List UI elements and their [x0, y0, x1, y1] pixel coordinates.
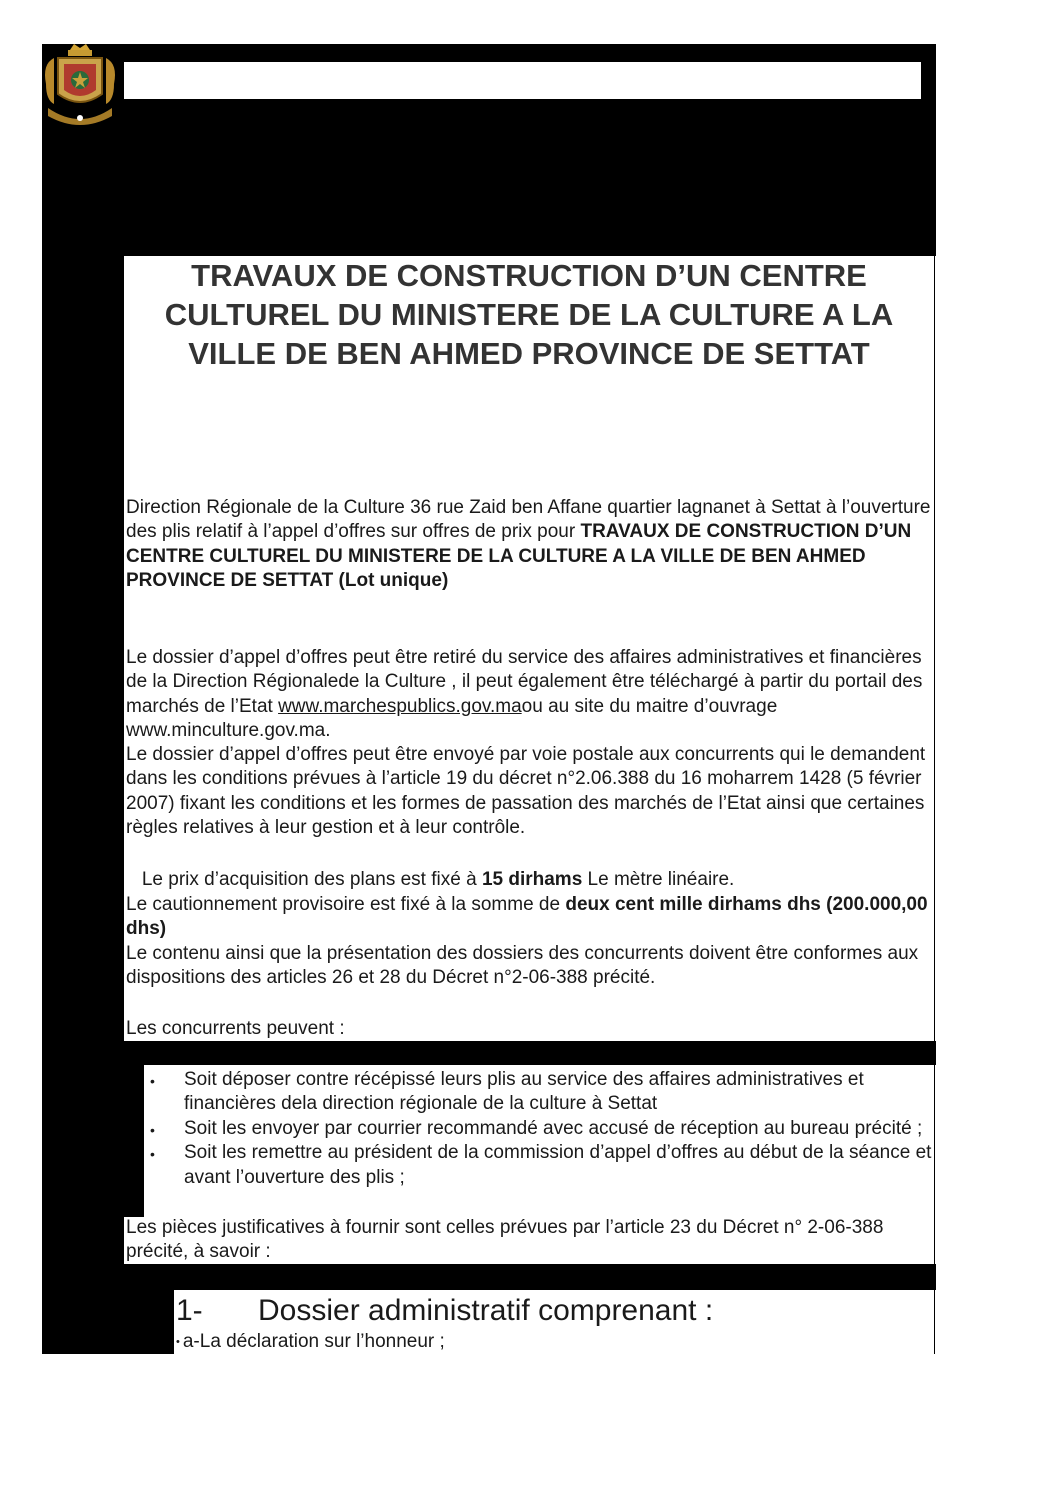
section-number: 1- — [176, 1294, 203, 1327]
redaction-band-2 — [124, 1264, 936, 1290]
section-label: Dossier administratif comprenant : — [258, 1294, 714, 1327]
caution-paragraph — [126, 893, 934, 942]
option-text: Soit déposer contre récépissé leurs plis au service des affaires administratives et financières dela direction régionale de la culture à Settat — [184, 1069, 864, 1115]
dossier-item-text: a-La déclaration sur l’honneur ; — [182, 1331, 445, 1353]
dossier-item — [176, 1330, 445, 1354]
pieces-paragraph: Les pièces justificatives à fournir sont celles prévues par l’article 23 du Décret n° 2-06-388 précité, à savoir : — [126, 1217, 884, 1263]
bullet-icon: • — [176, 1336, 180, 1348]
intro-text: Direction Régionale de la Culture 36 rue Zaid ben Affane quartier lagnanet à Settat à l’ouverture des plis relatif à l’appel d’offres sur offres de prix pour — [126, 497, 931, 543]
right-border-line — [934, 256, 935, 1354]
dossier-retrieval-paragraph — [126, 646, 934, 744]
concurrents-label: Les concurrents peuvent : — [126, 1018, 345, 1039]
dossier-administratif-heading — [176, 1291, 713, 1331]
list-item — [126, 1141, 934, 1190]
redaction-left-column — [42, 256, 124, 1354]
contenu-paragraph: Le contenu ainsi que la présentation des dossiers des concurrents doivent être conformes aux dispositions des articles 26 et 28 du Décret n°2-06-388 précité. — [126, 943, 919, 989]
plans-price-unit: Le mètre linéaire. — [582, 869, 735, 890]
intro-bold-subject: TRAVAUX DE CONSTRUCTION D’UN CENTRE CULTUREL DU MINISTERE DE LA CULTURE A LA VILLE DE BEN AHMED PROVINCE DE SETTAT (Lot unique) — [126, 521, 912, 592]
dossier-retrieval-site-text: ou au site du maitre d’ouvrage www.minculture.gov.ma. — [126, 695, 778, 742]
coat-of-arms-icon — [40, 44, 120, 128]
list-item — [126, 1117, 934, 1141]
plans-price-paragraph — [126, 868, 934, 892]
bullet-icon: • — [150, 1073, 155, 1089]
dossier-retrieval-text: Le dossier d’appel d’offres peut être retiré du service des affaires administratives et financières de la Direction Régionalede la Culture , il peut également être téléchargé à partir du portail des marchés de l’Etat — [126, 647, 923, 717]
plans-price-text: Le prix d’acquisition des plans est fixé à — [126, 869, 482, 890]
option-text: Soit les envoyer par courrier recommandé avec accusé de réception au bureau précité ; — [184, 1117, 923, 1139]
marchespublics-link[interactable]: www.marchespublics.gov.ma — [278, 695, 522, 717]
intro-paragraph — [126, 496, 934, 594]
submission-options-list — [126, 1068, 934, 1190]
redaction-band-1 — [124, 1041, 936, 1065]
bullet-icon: • — [150, 1146, 155, 1163]
dossier-postal-paragraph: Le dossier d’appel d’offres peut être envoyé par voie postale aux concurrents qui le demandent dans les conditions prévues à l’article 19 du décret n°2.06.388 du 16 moharrem 1428 (5 février 2007) fixant les conditions et les formes de passation des marchés de l’Etat ainsi que certaines règles relatives à leur gestion et à leur contrôle. — [126, 744, 926, 839]
redaction-left-dossier — [124, 1290, 174, 1354]
header-white-bar — [124, 62, 921, 99]
plans-price-amount: 15 dirhams — [481, 869, 583, 890]
document-title: TRAVAUX DE CONSTRUCTION D’UN CENTRE CULTUREL DU MINISTERE DE LA CULTURE A LA VILLE DE BEN AHMED PROVINCE DE SETTAT — [164, 258, 894, 371]
option-text: Soit les remettre au président de la commission d’appel d’offres au début de la séance et avant l’ouverture des plis ; — [184, 1142, 932, 1188]
caution-amount: deux cent mille dirhams dhs (200.000,00 dhs) — [126, 894, 928, 940]
bullet-icon: • — [150, 1121, 155, 1138]
caution-text: Le cautionnement provisoire est fixé à la somme de — [126, 894, 566, 915]
list-item — [126, 1068, 934, 1117]
